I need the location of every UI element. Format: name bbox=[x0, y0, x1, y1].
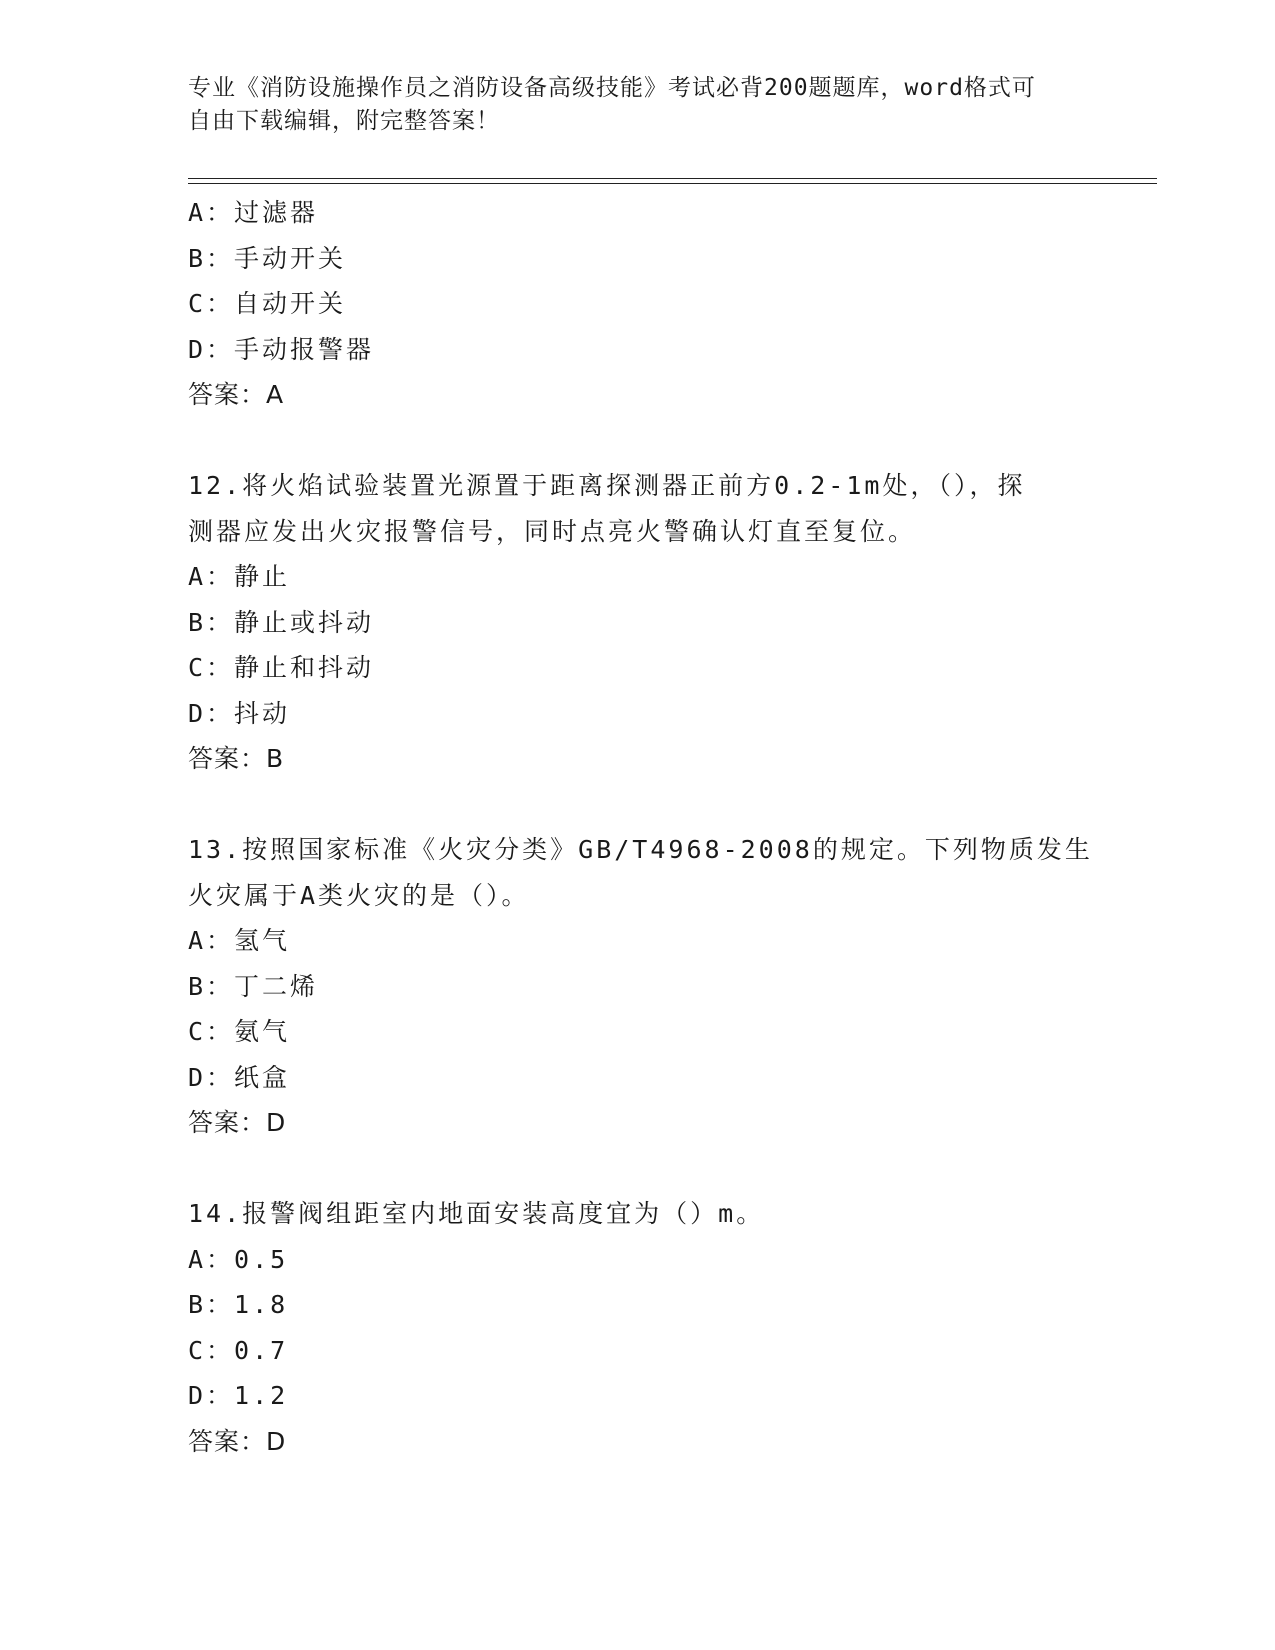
header-line-2: 自由下载编辑，附完整答案！ bbox=[188, 108, 500, 134]
option-c: C：自动开关 bbox=[188, 289, 347, 318]
header-line-1: 专业《消防设施操作员之消防设备高级技能》考试必背200题题库，word格式可 bbox=[188, 75, 1036, 101]
option-c: C：氨气 bbox=[188, 1017, 291, 1046]
header-divider-top bbox=[188, 178, 1157, 179]
block-spacer bbox=[188, 418, 1088, 464]
header-divider-bottom bbox=[188, 183, 1157, 184]
answer-line: 答案：D bbox=[188, 1108, 287, 1137]
option-c: C：0.7 bbox=[188, 1335, 289, 1365]
question-text-line-1: 13.按照国家标准《火灾分类》GB/T4968-2008的规定。下列物质发生 bbox=[188, 835, 1093, 864]
answer-line: 答案：D bbox=[188, 1426, 287, 1456]
answer-line: 答案：B bbox=[188, 744, 285, 773]
option-a: A：氢气 bbox=[188, 926, 291, 955]
block-spacer bbox=[188, 782, 1088, 828]
question-block-12 bbox=[188, 463, 1088, 782]
option-d: D：抖动 bbox=[188, 698, 291, 728]
option-d: D：手动报警器 bbox=[188, 334, 375, 364]
option-a: A：过滤器 bbox=[188, 198, 319, 227]
question-text-line-2: 测器应发出火灾报警信号，同时点亮火警确认灯直至复位。 bbox=[188, 516, 917, 546]
option-a: A：静止 bbox=[188, 562, 291, 591]
option-d: D：1.2 bbox=[188, 1381, 289, 1410]
question-block-13 bbox=[188, 827, 1093, 1146]
question-block-11 bbox=[188, 190, 1088, 418]
document-header bbox=[188, 72, 1088, 138]
option-d: D：纸盒 bbox=[188, 1062, 291, 1092]
block-spacer bbox=[188, 1146, 1088, 1192]
question-list bbox=[188, 190, 1093, 1464]
option-c: C：静止和抖动 bbox=[188, 653, 375, 682]
question-block-14 bbox=[188, 1191, 1088, 1464]
question-text-line-2: 火灾属于A类火灾的是（）。 bbox=[188, 880, 530, 910]
option-a: A：0.5 bbox=[188, 1244, 289, 1274]
question-text-line-1: 12.将火焰试验装置光源置于距离探测器正前方0.2-1m处，（），探 bbox=[188, 471, 1026, 500]
option-b: B：1.8 bbox=[188, 1290, 289, 1319]
answer-line: 答案：A bbox=[188, 380, 285, 409]
option-b: B：静止或抖动 bbox=[188, 607, 375, 637]
question-text-line-1: 14.报警阀组距室内地面安装高度宜为（）m。 bbox=[188, 1199, 765, 1228]
option-b: B：丁二烯 bbox=[188, 971, 319, 1001]
option-b: B：手动开关 bbox=[188, 243, 347, 273]
